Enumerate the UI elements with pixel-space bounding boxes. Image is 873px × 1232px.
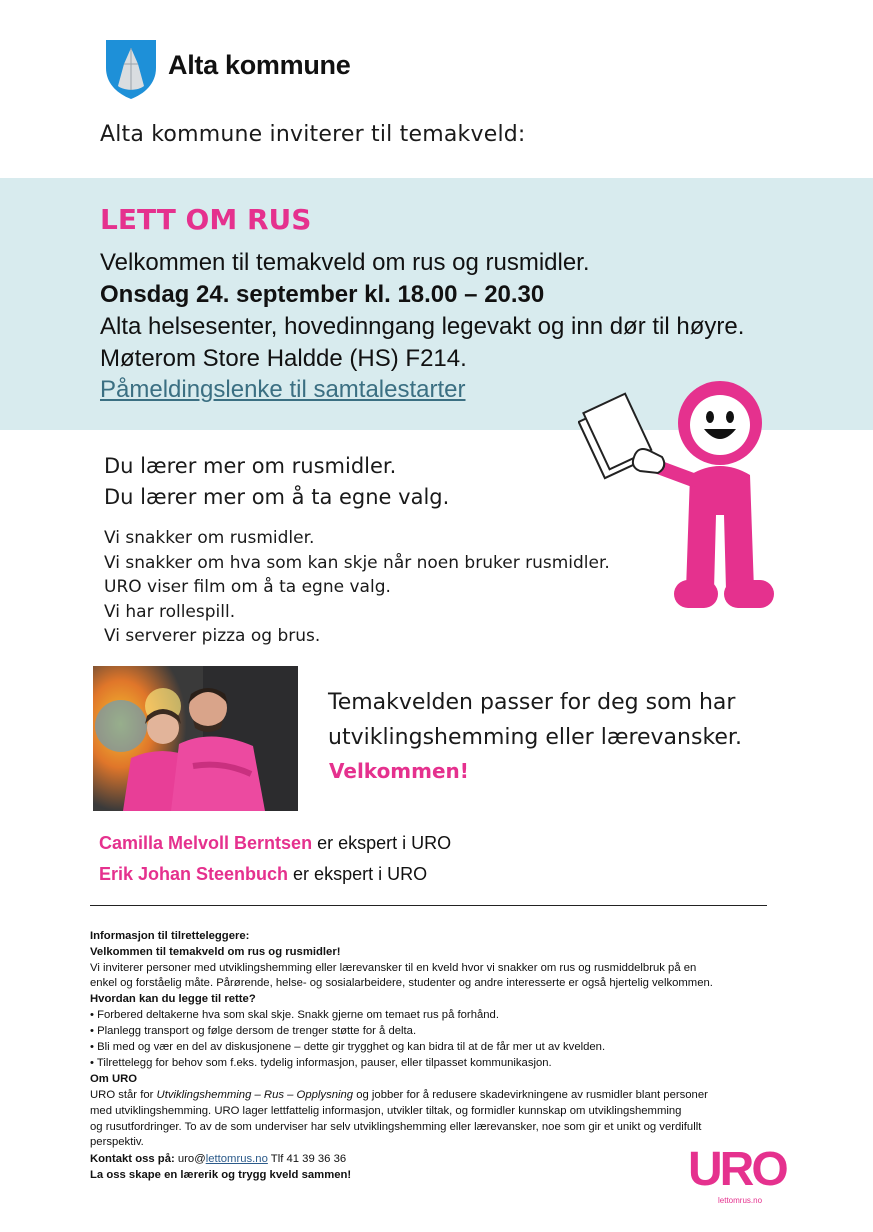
how-bullet: • Bli med og vær en del av diskusjonene – dette gir trygghet og kan bidra til at de får mer ut av kvelden. (90, 1041, 606, 1053)
contact-label: Kontakt oss på: (90, 1153, 175, 1165)
about-text: og rusutfordringer. To av de som underviser har selv utviklingshemming eller lærevansker, noe som gir et unikt og verdifullt (90, 1121, 702, 1133)
event-location: Alta helsesenter, hovedinngang legevakt og inn dør til høyre. (100, 313, 745, 340)
about-text (90, 1088, 708, 1104)
target-line-1: Temakvelden passer for deg som har (328, 690, 736, 715)
expert-name: Erik Johan Steenbuch (99, 864, 289, 884)
contact-link[interactable]: lettomrus.no (205, 1153, 268, 1165)
about-text: perspektiv. (90, 1136, 144, 1148)
event-title: LETT OM RUS (100, 203, 312, 236)
activity-item: Vi snakker om rusmidler. (104, 528, 315, 548)
how-bullet: • Tilrettelegg for behov som f.eks. tydelig informasjon, pauser, eller tilpasset kommunikasjon. (90, 1057, 552, 1069)
activity-item: Vi serverer pizza og brus. (104, 626, 321, 646)
welcome-line: Velkommen til temakveld om rus og rusmidler. (100, 249, 590, 276)
event-room: Møterom Store Haldde (HS) F214. (100, 345, 467, 372)
event-date: Onsdag 24. september kl. 18.00 – 20.30 (100, 281, 545, 308)
info-intro: enkel og forståelig måte. Pårørende, helse- og sosialarbeidere, studenter og andre interesserte er også hjertelig velkommen. (90, 977, 713, 989)
expert-role: er ekspert i URO (288, 864, 428, 884)
learn-line-2: Du lærer mer om å ta egne valg. (104, 485, 450, 509)
about-text-part: og jobber for å redusere skadevirkningene av rusmidler blant personer (353, 1089, 708, 1101)
alta-kommune-shield-logo (104, 38, 158, 100)
invite-line: Alta kommune inviterer til temakveld: (100, 122, 526, 147)
expert-line (99, 864, 427, 885)
activity-item: URO viser film om å ta egne valg. (104, 577, 391, 597)
activity-item: Vi har rollespill. (104, 602, 236, 622)
closing-line: La oss skape en lærerik og trygg kveld sammen! (90, 1169, 352, 1181)
expert-name: Camilla Melvoll Berntsen (99, 833, 313, 853)
learn-line-1: Du lærer mer om rusmidler. (104, 454, 397, 478)
divider (90, 905, 767, 906)
org-name: Alta kommune (168, 50, 351, 80)
activity-item: Vi snakker om hva som kan skje når noen bruker rusmidler. (104, 553, 610, 573)
uro-logo-url: lettomrus.no (718, 1196, 763, 1205)
info-intro: Vi inviterer personer med utviklingshemming eller lærevansker til en kveld hvor vi snakker om rus og rusmiddelbruk på en (90, 962, 697, 974)
expert-line (99, 833, 451, 854)
uro-mascot-illustration (578, 365, 778, 615)
contact-phone: Tlf 41 39 36 36 (267, 1153, 347, 1165)
velkommen-text: Velkommen! (329, 759, 469, 783)
contact-line (90, 1152, 346, 1168)
about-heading: Om URO (90, 1073, 138, 1085)
how-bullet: • Planlegg transport og følge dersom de trenger støtte for å delta. (90, 1025, 417, 1037)
info-heading: Informasjon til tilretteleggere: (90, 930, 250, 942)
about-uro-expansion: Utviklingshemming – Rus – Opplysning (156, 1089, 354, 1101)
contact-email-prefix: uro@ (174, 1153, 206, 1165)
experts-photo (93, 666, 298, 811)
uro-logo: URO (688, 1143, 786, 1196)
how-heading: Hvordan kan du legge til rette? (90, 993, 256, 1005)
about-text-part: URO står for (90, 1089, 157, 1101)
signup-link[interactable]: Påmeldingslenke til samtalestarter (100, 376, 466, 403)
how-bullet: • Forbered deltakerne hva som skal skje. Snakk gjerne om temaet rus på forhånd. (90, 1009, 499, 1021)
info-subheading: Velkommen til temakveld om rus og rusmidler! (90, 946, 341, 958)
about-text: med utviklingshemming. URO lager lettfattelig informasjon, utvikler tiltak, og formidler kunnskap om utviklingshemming (90, 1105, 682, 1117)
target-line-2: utviklingshemming eller lærevansker. (328, 725, 742, 750)
expert-role: er ekspert i URO (312, 833, 452, 853)
